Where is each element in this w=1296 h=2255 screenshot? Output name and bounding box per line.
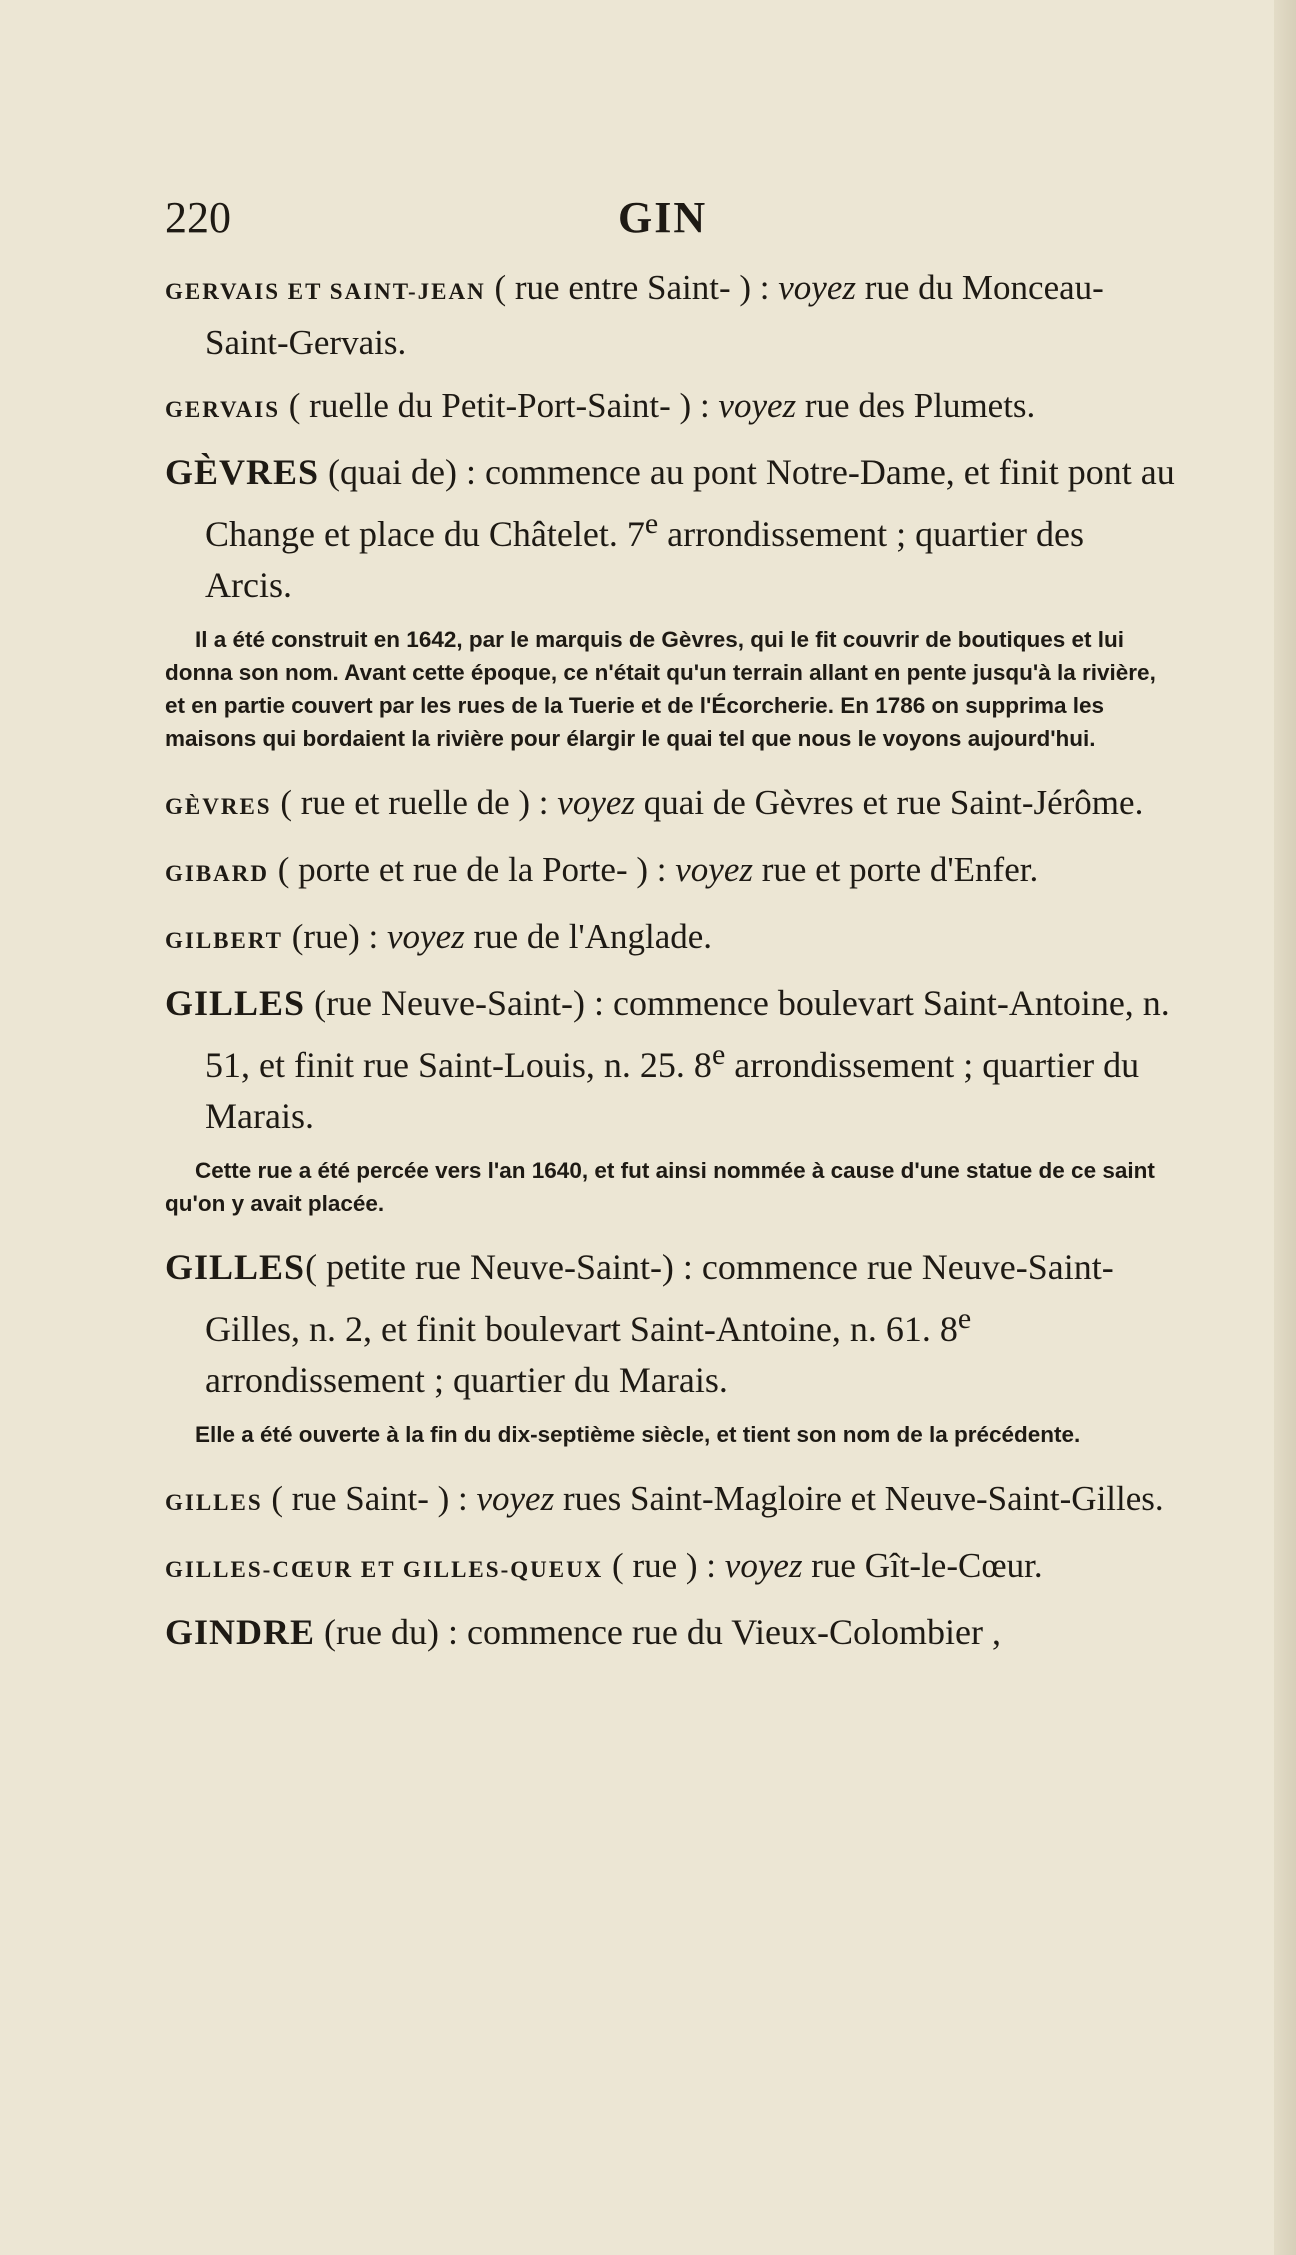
entry-voyez: voyez <box>476 1479 555 1518</box>
entry-gilbert <box>165 911 1177 966</box>
entry-gilles-coeur <box>165 1540 1177 1595</box>
entry-text: ( rue et ruelle de ) : <box>271 783 558 822</box>
running-head: GIN <box>618 193 708 242</box>
entry-gevres-rue <box>165 777 1177 832</box>
entry-voyez: voyez <box>675 850 753 889</box>
entry-gervais-et-saint-jean <box>165 262 1177 368</box>
entry-text: ( rue entre Saint- ) : <box>485 268 779 307</box>
entry-text: (rue Neuve-Saint-) : commence boulevart Saint-Antoine, n. 51, et finit rue Saint-Louis, n. 25. 8 <box>205 983 1170 1085</box>
entry-superscript: e <box>957 1302 972 1335</box>
entry-gilles-petite-rue <box>165 1242 1177 1406</box>
entry-superscript: e <box>711 1038 726 1071</box>
entry-text: ( petite rue Neuve-Saint-) : commence rue Neuve-Saint-Gilles, n. 2, et finit boulevart Saint-Antoine, n. 61. 8 <box>205 1247 1114 1349</box>
entry-headword: GÈVRES <box>165 794 272 819</box>
entry-gevres-quai <box>165 447 1177 611</box>
entry-headword: GILLES <box>165 983 306 1023</box>
entry-text-end: quai de Gèvres et rue Saint-Jérôme. <box>635 783 1144 822</box>
entry-gibard <box>165 844 1177 899</box>
entry-voyez: voyez <box>718 386 797 425</box>
entry-headword: GÈVRES <box>165 452 320 492</box>
page-edge <box>1274 0 1296 2255</box>
entry-voyez: voyez <box>387 917 465 956</box>
entry-gilles-saint <box>165 1473 1177 1528</box>
entry-headword: GERVAIS ET SAINT-JEAN <box>165 279 486 304</box>
entry-gilles-rue-neuve <box>165 978 1177 1142</box>
entry-text: ( rue ) : <box>603 1546 725 1585</box>
entry-text: ( porte et rue de la Porte- ) : <box>269 850 676 889</box>
entry-gervais-ruelle <box>165 380 1177 435</box>
entry-text-end: rue des Plumets. <box>796 386 1036 425</box>
entry-gindre <box>165 1607 1177 1658</box>
entry-text: ( rue Saint- ) : <box>262 1479 477 1518</box>
entry-headword: GINDRE <box>165 1612 316 1652</box>
entry-text: (rue) : <box>283 917 387 956</box>
entry-voyez: voyez <box>724 1546 803 1585</box>
page-number: 220 <box>165 193 231 242</box>
entry-text: (quai de) : commence au pont Notre-Dame, et finit pont au Change et place du Châtelet. 7 <box>205 452 1175 554</box>
text-body <box>165 262 1177 1670</box>
entry-text-end: arrondissement ; quartier du Marais. <box>205 1045 1140 1136</box>
entry-text-end: rues Saint-Magloire et Neuve-Saint-Gilles. <box>554 1479 1164 1518</box>
entry-headword: GILBERT <box>165 928 284 953</box>
entry-text-end: rue du Monceau-Saint-Gervais. <box>205 268 1104 362</box>
entry-text-end: rue et porte d'Enfer. <box>752 850 1039 889</box>
entry-headword: GIBARD <box>165 861 270 886</box>
entry-text-end: rue de l'Anglade. <box>464 917 713 956</box>
entry-gilles-petite-rue-note: Elle a été ouverte à la fin du dix-septième siècle, et tient son nom de la précédente. <box>195 1422 1081 1447</box>
entry-gevres-quai-note: Il a été construit en 1642, par le marquis de Gèvres, qui le fit couvrir de boutiques et lui donna son nom. Avant cette époque, ce n'était qu'un terrain allant en pente jusqu'à la rivière, et en partie couvert par les rues de la Tuerie et de l'Écorcherie. En 1786 on supprima les maisons qui bordaient la rivière pour élargir le quai tel que nous le voyons aujourd'hui. <box>165 627 1156 751</box>
entry-headword: GILLES <box>165 1247 306 1287</box>
entry-text: (rue du) : commence rue du Vieux-Colombier , <box>315 1612 1001 1652</box>
entry-headword: GILLES-CŒUR ET GILLES-QUEUX <box>165 1557 604 1582</box>
entry-text: ( ruelle du Petit-Port-Saint- ) : <box>280 386 719 425</box>
entry-text-end: arrondissement ; quartier des Arcis. <box>205 514 1085 605</box>
entry-text-end: rue Gît-le-Cœur. <box>802 1546 1043 1585</box>
entry-voyez: voyez <box>778 268 856 307</box>
entry-voyez: voyez <box>557 783 636 822</box>
entry-gilles-rue-neuve-note: Cette rue a été percée vers l'an 1640, et fut ainsi nommée à cause d'une statue de ce saint qu'on y avait placée. <box>165 1158 1155 1216</box>
entry-text-end: arrondissement ; quartier du Marais. <box>205 1360 728 1400</box>
page-header <box>0 192 1296 252</box>
entry-headword: GILLES <box>165 1490 263 1515</box>
entry-headword: GERVAIS <box>165 397 281 422</box>
entry-superscript: e <box>644 507 659 540</box>
